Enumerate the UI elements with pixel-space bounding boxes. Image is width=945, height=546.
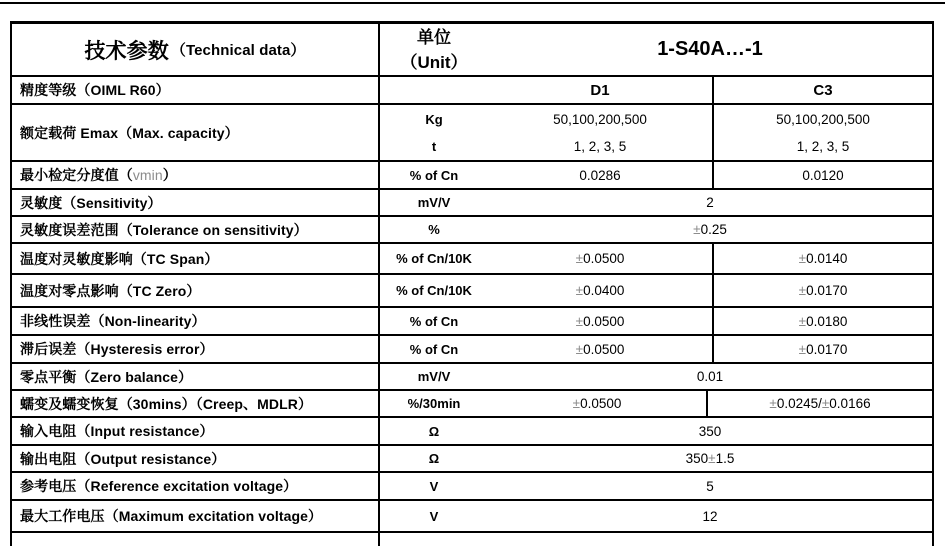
- value-cell-c3: ± 0.0180: [712, 308, 932, 334]
- row-creep-mdlr: [12, 391, 932, 418]
- row-label: 输入电阻（Input resistance）: [20, 423, 214, 439]
- unit-cell: % of Cn/10K: [378, 275, 488, 306]
- row-output-resistance: [12, 446, 932, 473]
- value-cell-span: 350 ± 1.5: [685, 451, 735, 466]
- row-sensitivity: [12, 190, 932, 217]
- row-tc-span: [12, 244, 932, 275]
- row-tolerance-sensitivity: [12, 217, 932, 244]
- vmin-gray-text: vmin: [132, 167, 163, 183]
- unit-cell: mV/V: [378, 190, 488, 215]
- value-cell-c3: ± 0.0140: [712, 244, 932, 273]
- row-label: 零点平衡（Zero balance）: [20, 368, 193, 385]
- value-cell-span: 350: [698, 423, 722, 439]
- value-cell-c3: 0.0120: [712, 162, 932, 188]
- row-label: 输出电阻（Output resistance）: [20, 450, 226, 467]
- value-cell-span: 12: [702, 508, 718, 524]
- value-cell-c3: ± 0.0170: [712, 336, 932, 362]
- unit-cell: [378, 105, 488, 160]
- row-label: 精度等级（OIML R60）: [20, 82, 170, 98]
- header-unit-line2: （Unit）: [400, 52, 468, 72]
- value-cell-d1: ± 0.0500: [575, 251, 625, 266]
- row-zero-balance: [12, 364, 932, 391]
- page-top-rule: [0, 2, 945, 4]
- row-label: 灵敏度（Sensitivity）: [20, 194, 162, 211]
- unit-cell: %/30min: [378, 391, 488, 416]
- value-cell-c3: ± 0.0170: [712, 275, 932, 306]
- row-input-resistance: [12, 418, 932, 446]
- value-cell-d1: ± 0.0500: [572, 396, 622, 411]
- value-cell-c3: 50,100,200,500 1, 2, 3, 5: [712, 105, 932, 160]
- row-non-linearity: [12, 308, 932, 336]
- value-cell-span: 0.01: [696, 369, 724, 384]
- header-model-area: [488, 24, 932, 75]
- row-vmin: [12, 162, 932, 190]
- row-accuracy-class: [12, 77, 932, 105]
- row-cut-off: [12, 533, 932, 546]
- value-cell-c3: ± 0.0245/ ± 0.0166: [706, 391, 932, 416]
- header-technical-data-cn: 技术参数: [84, 39, 169, 63]
- unit-cell: % of Cn: [378, 336, 488, 362]
- unit-cell: % of Cn: [378, 162, 488, 188]
- header-technical-data: [12, 24, 378, 75]
- unit-cell: V: [378, 473, 488, 499]
- row-label: 温度对灵敏度影响（TC Span）: [20, 250, 219, 267]
- unit-cell: % of Cn/10K: [378, 244, 488, 273]
- value-cell-d1: 50,100,200,500 1, 2, 3, 5: [553, 111, 647, 154]
- value-cell-span: ± 0.25: [693, 222, 727, 237]
- row-label: 额定载荷 Emax（Max. capacity）: [20, 124, 239, 141]
- unit-cell: [378, 77, 488, 103]
- row-tc-zero: [12, 275, 932, 308]
- row-label: 滞后误差（Hysteresis error）: [20, 341, 214, 357]
- row-label: 温度对零点影响（TC Zero）: [20, 282, 201, 299]
- header-unit-line1: 单位: [417, 27, 451, 47]
- unit-line-kg: Kg: [425, 111, 443, 127]
- row-max-voltage: [12, 501, 932, 533]
- header-unit: [378, 24, 488, 75]
- row-label: 参考电压（Reference excitation voltage）: [20, 478, 298, 494]
- value-cell-span: 5: [706, 478, 714, 494]
- row-label: 最小检定分度值（ vmin ）: [20, 167, 177, 183]
- value-cell-d1: 0.0286: [579, 167, 621, 183]
- row-label: 蠕变及蠕变恢复（30mins）（Creep、MDLR）: [20, 395, 313, 412]
- row-hysteresis: [12, 336, 932, 364]
- unit-cell: Ω: [378, 418, 488, 444]
- unit-cell: Ω: [378, 446, 488, 471]
- column-header-d1: D1: [590, 81, 610, 99]
- unit-cell: mV/V: [378, 364, 488, 389]
- value-cell-d1: ± 0.0500: [575, 341, 625, 357]
- row-label: 灵敏度误差范围（Tolerance on sensitivity）: [20, 221, 308, 238]
- row-label: 非线性误差（Non-linearity）: [20, 313, 206, 329]
- technical-data-table: [10, 21, 934, 546]
- model-number: 1-S40A…-1: [657, 38, 763, 60]
- table-header-row: [12, 24, 932, 77]
- row-max-capacity: [12, 105, 932, 162]
- row-label: 最大工作电压（Maximum excitation voltage）: [20, 508, 323, 524]
- unit-line-t: t: [431, 138, 437, 154]
- value-cell-d1: ± 0.0500: [575, 313, 625, 329]
- row-reference-voltage: [12, 473, 932, 501]
- value-cell-span: 2: [706, 195, 714, 210]
- column-header-c3: C3: [712, 77, 932, 103]
- unit-cell: %: [378, 217, 488, 242]
- value-cell-d1: ± 0.0400: [575, 283, 625, 298]
- header-technical-data-en: （Technical data）: [170, 42, 306, 59]
- unit-cell: V: [378, 501, 488, 531]
- unit-cell: % of Cn: [378, 308, 488, 334]
